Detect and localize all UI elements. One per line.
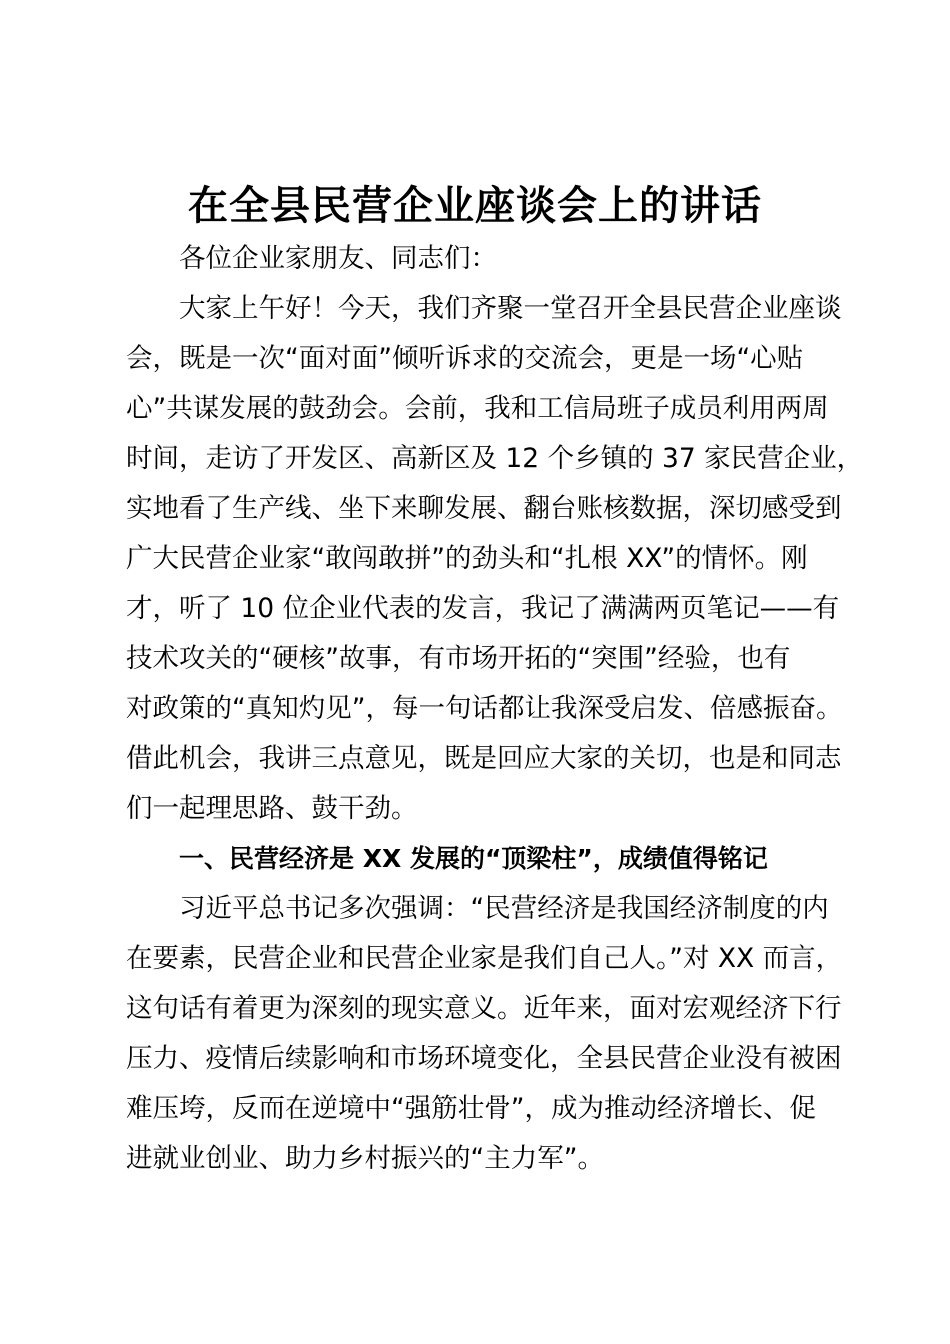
paragraph-line: 才，听了 10 位企业代表的发言，我记了满满两页笔记——有: [126, 593, 840, 624]
paragraph-line: 大家上午好！今天，我们齐聚一堂召开全县民营企业座谈: [179, 293, 842, 324]
document-title: 在全县民营企业座谈会上的讲话: [188, 182, 762, 229]
paragraph-line: 们一起理思路、鼓干劲。: [126, 793, 418, 824]
paragraph-line: 难压垮，反而在逆境中“强筋壮骨”，成为推动经济增长、促: [126, 1093, 816, 1124]
paragraph-line: 习近平总书记多次强调：“民营经济是我国经济制度的内: [179, 893, 829, 924]
paragraph-line: 心”共谋发展的鼓劲会。会前，我和工信局班子成员利用两周: [126, 393, 829, 424]
paragraph-line: 对政策的“真知灼见”，每一句话都让我深受启发、倍感振奋。: [126, 693, 843, 724]
paragraph-line: 会，既是一次“面对面”倾听诉求的交流会，更是一场“心贴: [126, 343, 804, 374]
paragraph-line: 进就业创业、助力乡村振兴的“主力军”。: [126, 1143, 604, 1174]
paragraph-line: 广大民营企业家“敢闯敢拼”的劲头和“扎根 XX”的情怀。刚: [126, 543, 808, 574]
paragraph-line: 借此机会，我讲三点意见，既是回应大家的关切，也是和同志: [126, 743, 842, 774]
document-body: [126, 234, 866, 1184]
paragraph-line: 压力、疫情后续影响和市场环境变化，全县民营企业没有被困: [126, 1043, 842, 1074]
paragraph-line: 这句话有着更为深刻的现实意义。近年来，面对宏观经济下行: [126, 993, 842, 1024]
paragraph-line: 实地看了生产线、坐下来聊发展、翻台账核数据，深切感受到: [126, 493, 842, 524]
paragraph-line: 技术攻关的“硬核”故事，有市场开拓的“突围”经验，也有: [126, 643, 791, 674]
section-heading: 一、民营经济是 XX 发展的“顶梁柱”，成绩值得铭记: [179, 844, 768, 873]
paragraph-line: 在要素，民营企业和民营企业家是我们自己人。”对 XX 而言，: [126, 943, 843, 974]
paragraph-line: 时间，走访了开发区、高新区及 12 个乡镇的 37 家民营企业，: [126, 443, 864, 474]
salutation-line: 各位企业家朋友、同志们：: [179, 243, 497, 274]
